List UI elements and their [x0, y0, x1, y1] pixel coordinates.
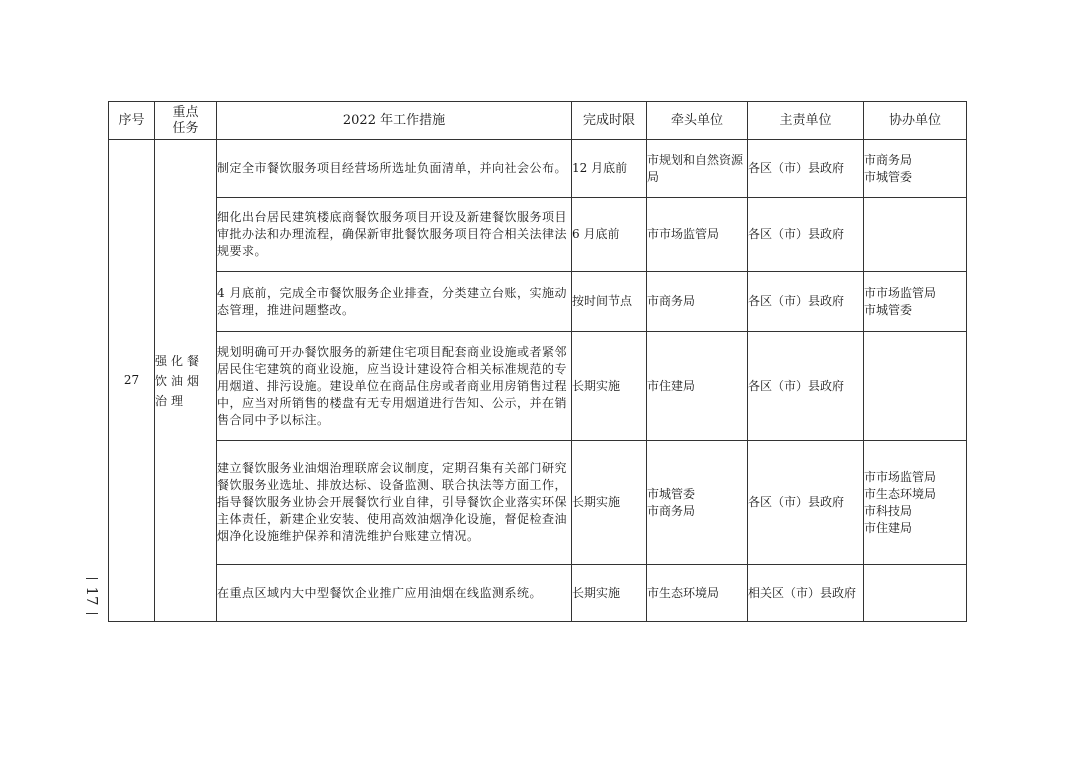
assist-unit: 市商务局: [864, 152, 913, 167]
key-task: 强化餐饮油烟治理: [155, 140, 217, 622]
lead-unit-cell: 市住建局: [647, 332, 748, 441]
responsible-unit-cell: 各区（市）县政府: [748, 441, 864, 565]
responsible-unit-cell: 各区（市）县政府: [748, 198, 864, 272]
assist-unit-cell: [864, 565, 967, 622]
responsible-unit-cell: 各区（市）县政府: [748, 272, 864, 332]
measure-cell: 规划明确可开办餐饮服务的新建住宅项目配套商业设施或者紧邻居民住宅建筑的商业设施，应当设计建设符合相关标准规范的专用烟道、排污设施。建设单位在商品住房或者商业用房销售过程中，应当对所销售的楼盘有无专用烟道进行告知、公示，并在销售合同中予以标注。: [217, 332, 572, 441]
assist-unit: 市城管委: [864, 169, 913, 184]
header-deadline: 完成时限: [572, 102, 647, 140]
assist-unit-cell: [864, 332, 967, 441]
assist-unit: 市生态环境局: [864, 486, 937, 501]
table-row: [109, 441, 967, 565]
header-measures: 2022 年工作措施: [217, 102, 572, 140]
header-lead: 牵头单位: [647, 102, 748, 140]
assist-unit-cell: [864, 140, 967, 198]
table-row: [109, 565, 967, 622]
responsible-unit-cell: 各区（市）县政府: [748, 332, 864, 441]
assist-unit: 市市场监管局: [864, 469, 937, 484]
table-header-row: [109, 102, 967, 140]
measure-cell: 在重点区域内大中型餐饮企业推广应用油烟在线监测系统。: [217, 565, 572, 622]
assist-unit-cell: [864, 198, 967, 272]
responsible-unit-cell: 各区（市）县政府: [748, 140, 864, 198]
deadline-cell: 长期实施: [572, 441, 647, 565]
assist-unit: 市住建局: [864, 520, 913, 535]
assist-unit-cell: [864, 441, 967, 565]
header-responsible: 主责单位: [748, 102, 864, 140]
table-row: [109, 140, 967, 198]
deadline-cell: 长期实施: [572, 565, 647, 622]
lead-unit-cell: 市市场监管局: [647, 198, 748, 272]
table-row: [109, 272, 967, 332]
responsible-unit-cell: 相关区（市）县政府: [748, 565, 864, 622]
lead-unit-cell: 市城管委 市商务局: [647, 441, 748, 565]
deadline-cell: 12 月底前: [572, 140, 647, 198]
measure-cell: 4 月底前，完成全市餐饮服务企业排查，分类建立台账，实施动态管理，推进问题整改。: [217, 272, 572, 332]
header-task: 重点 任务: [155, 102, 217, 140]
table-row: [109, 332, 967, 441]
header-no: 序号: [109, 102, 155, 140]
lead-unit-cell: 市商务局: [647, 272, 748, 332]
assist-unit: 市城管委: [864, 302, 913, 317]
assist-unit: 市市场监管局: [864, 285, 937, 300]
page-number-value: 17: [83, 586, 101, 606]
page-number: [82, 572, 102, 620]
lead-unit-cell: 市生态环境局: [647, 565, 748, 622]
table-row: [109, 198, 967, 272]
measure-cell: 建立餐饮服务业油烟治理联席会议制度，定期召集有关部门研究餐饮服务业选址、排放达标、设备监测、联合执法等方面工作，指导餐饮服务业协会开展餐饮行业自律，引导餐饮企业落实环保主体责任，新建企业安装、使用高效油烟净化设施，督促检查油烟净化设施维护保养和清洗维护台账建立情况。: [217, 441, 572, 565]
measure-cell: 制定全市餐饮服务项目经营场所选址负面清单，并向社会公布。: [217, 140, 572, 198]
page-number-dash: [86, 613, 98, 614]
deadline-cell: 按时间节点: [572, 272, 647, 332]
deadline-cell: 长期实施: [572, 332, 647, 441]
measure-cell: 细化出台居民建筑楼底商餐饮服务项目开设及新建餐饮服务项目审批办法和办理流程，确保新审批餐饮服务项目符合相关法律法规要求。: [217, 198, 572, 272]
item-number: 27: [109, 140, 155, 622]
assist-unit: 市科技局: [864, 503, 913, 518]
page-number-dash: [86, 578, 98, 579]
header-assist: 协办单位: [864, 102, 967, 140]
assist-unit-cell: [864, 272, 967, 332]
lead-unit-cell: 市规划和自然资源局: [647, 140, 748, 198]
deadline-cell: 6 月底前: [572, 198, 647, 272]
work-plan-table: [108, 101, 967, 622]
